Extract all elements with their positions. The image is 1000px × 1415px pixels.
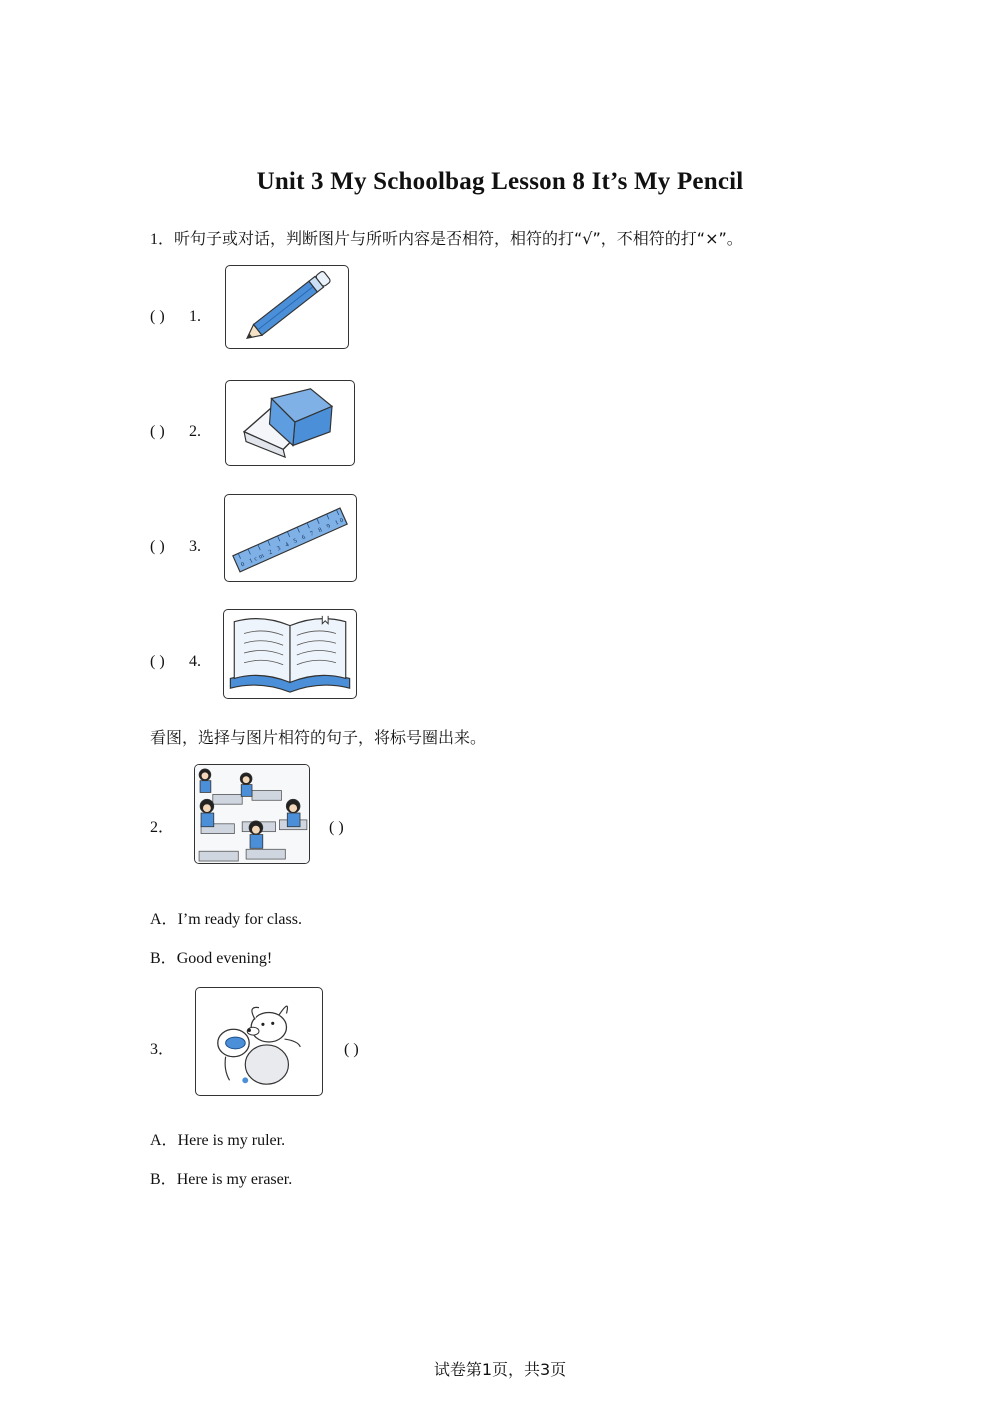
item-label: 2. bbox=[189, 423, 201, 440]
section2-instruction: 看图，选择与图片相符的句子，将标号圈出来。 bbox=[150, 728, 487, 747]
question-number: 3． bbox=[150, 1041, 175, 1058]
option-text: Here is my ruler. bbox=[177, 1132, 286, 1149]
eraser-image bbox=[225, 380, 355, 466]
item-label: 1. bbox=[189, 308, 201, 325]
option-row[interactable] bbox=[150, 1131, 285, 1151]
answer-bracket[interactable]: ( ) bbox=[150, 423, 165, 440]
answer-bracket[interactable]: ( ) bbox=[150, 538, 165, 555]
answer-bracket[interactable]: ( ) bbox=[329, 819, 344, 836]
classroom-image bbox=[194, 764, 310, 864]
option-text: I’m ready for class. bbox=[177, 911, 302, 928]
section1-instruction-text: 听句子或对话，判断图片与所听内容是否相符，相符的打“√”，不相符的打“×”。 bbox=[174, 229, 743, 248]
dog-with-eraser-image bbox=[195, 987, 323, 1096]
section1-number: 1． bbox=[150, 231, 175, 248]
book-image bbox=[223, 609, 357, 699]
option-key: A． bbox=[150, 1132, 178, 1149]
option-text: Good evening! bbox=[176, 950, 273, 967]
item-label: 4. bbox=[189, 653, 201, 670]
option-text: Here is my eraser. bbox=[176, 1171, 293, 1188]
item-label: 3. bbox=[189, 538, 201, 555]
option-key: A． bbox=[150, 911, 178, 928]
answer-bracket[interactable]: ( ) bbox=[150, 308, 165, 325]
ruler-image bbox=[224, 494, 357, 582]
option-key: B． bbox=[150, 1171, 177, 1188]
option-row[interactable] bbox=[150, 1170, 292, 1190]
option-row[interactable] bbox=[150, 910, 302, 930]
option-row[interactable] bbox=[150, 949, 272, 969]
pencil-image bbox=[225, 265, 349, 349]
answer-bracket[interactable]: ( ) bbox=[150, 653, 165, 670]
page-footer: 试卷第1页，共3页 bbox=[433, 1360, 567, 1379]
answer-bracket[interactable]: ( ) bbox=[344, 1041, 359, 1058]
question-number: 2． bbox=[150, 819, 175, 836]
page-title: Unit 3 My Schoolbag Lesson 8 It’s My Pencil bbox=[256, 168, 744, 195]
option-key: B． bbox=[150, 950, 177, 967]
ruler-marks: 0 1cm 2 3 4 5 6 7 8 9 10 bbox=[239, 516, 345, 569]
section1-instruction bbox=[150, 229, 743, 250]
